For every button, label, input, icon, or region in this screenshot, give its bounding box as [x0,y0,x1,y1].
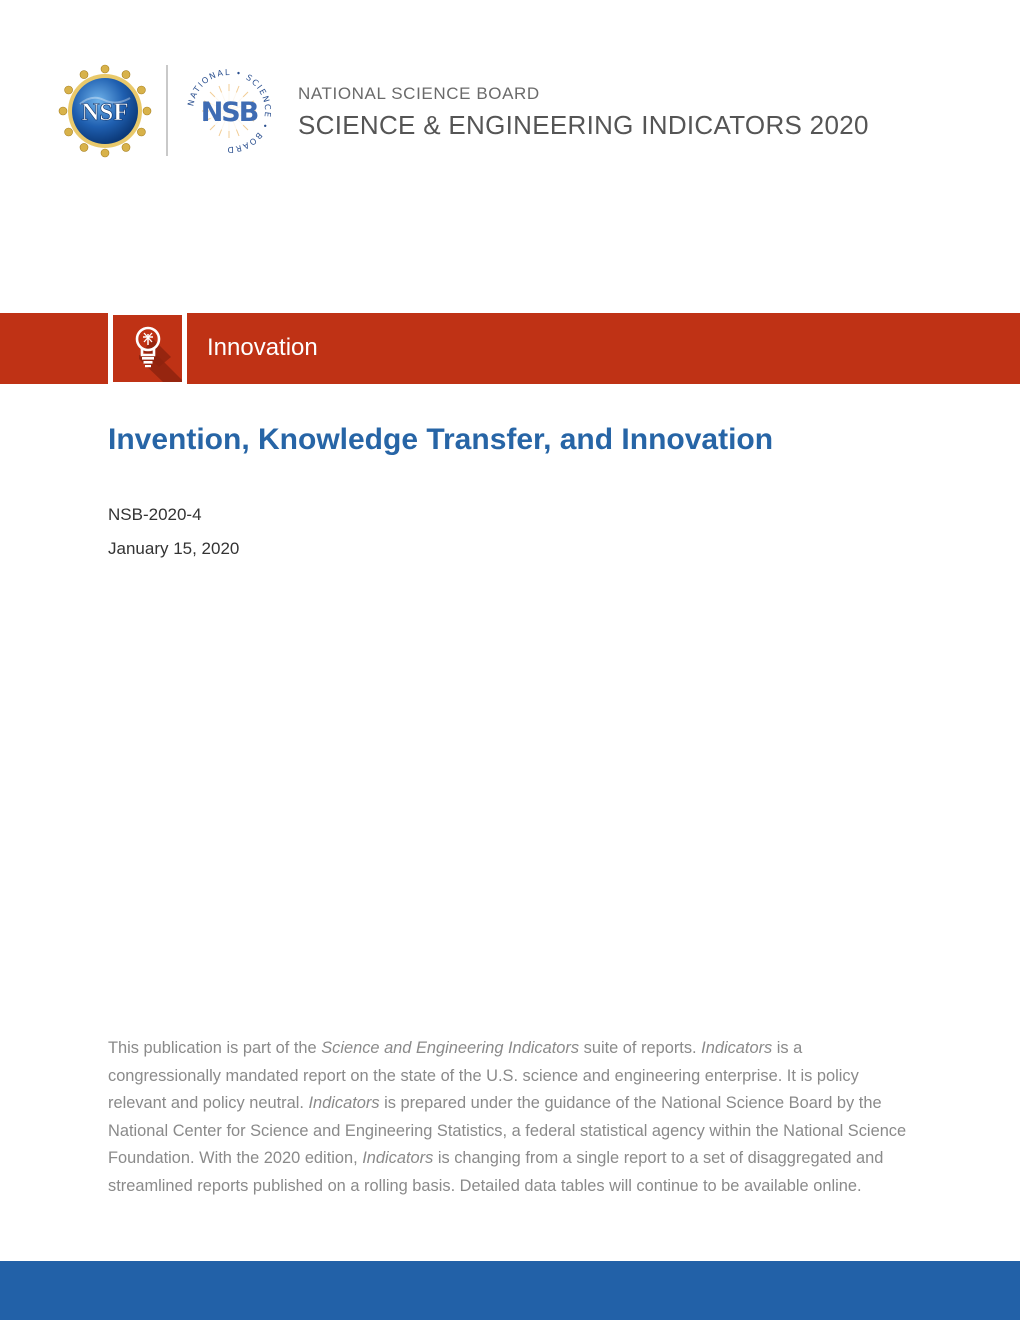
about-text: This publication is part of the [108,1039,322,1057]
about-italic-title: Indicators [308,1094,380,1112]
about-italic-title: Science and Engineering Indicators [321,1039,580,1057]
document-date: January 15, 2020 [108,539,240,558]
banner-left-block [0,313,108,384]
footer-bar [0,1261,1020,1320]
nsb-ring-text: NATIONAL • SCIENCE • BOARD [185,66,274,156]
nsb-logo-text: NSB [200,97,258,128]
about-text: is changing from a single report to a set of disaggregated and streamlined reports published on a rolling basis. Detailed data tables will continue to be available online. [108,1149,884,1195]
about-paragraph [108,1035,918,1200]
banner-title: Innovation [207,334,318,361]
banner-icon-box [113,315,182,382]
document-number: NSB-2020-4 [108,505,202,524]
nsb-logo [184,66,274,156]
document-title: Invention, Knowledge Transfer, and Innovation [108,423,774,456]
logo-divider [166,65,168,156]
board-name: NATIONAL SCIENCE BOARD [298,84,540,103]
nsf-logo-text: NSF [81,99,129,126]
about-text: suite of reports. [579,1039,702,1057]
about-text: is a congressionally mandated report on the state of the U.S. science and engineering enterprise. It is policy relevant and policy neutral. [108,1039,859,1112]
about-italic-title: Indicators [362,1149,434,1167]
banner [187,313,1020,384]
lightbulb-icon [113,315,182,382]
about-text: is prepared under the guidance of the National Science Board by the National Center for Science and Engineering Statistics, a federal statistical agency within the National Science Foundation. With the 2020 edition, [108,1094,907,1167]
report-name: SCIENCE & ENGINEERING INDICATORS 2020 [298,110,869,140]
about-italic-title: Indicators [701,1039,773,1057]
nsf-logo [58,64,152,158]
